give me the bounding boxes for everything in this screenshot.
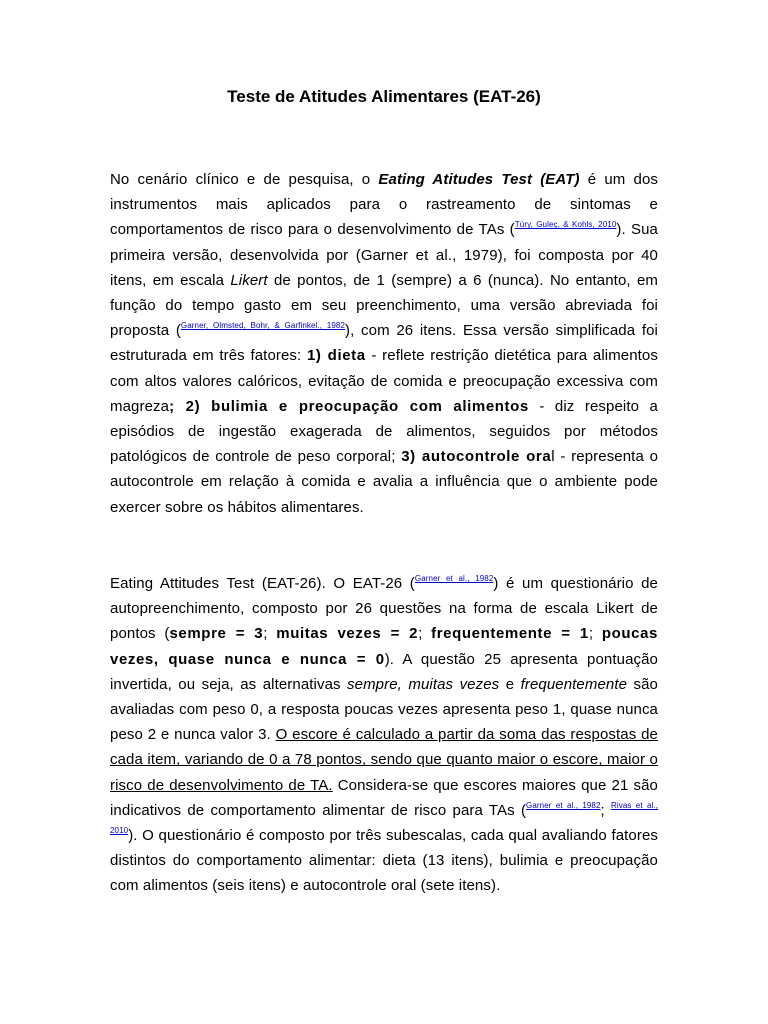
- text-span: Eating Attitudes Test (EAT-26). O EAT-26 (: [110, 575, 415, 592]
- text-span: ;: [600, 801, 612, 819]
- italic-term: frequentemente: [520, 675, 628, 693]
- citation-link[interactable]: Túry, Guleç, & Kohls, 2010: [514, 220, 617, 230]
- text-span: - reflete restrição dietética para alimentos com altos valores calóricos, evitação de comida e preocupação excessiva com magreza: [110, 347, 658, 415]
- text-span: ). O questionário é composto por três subescalas, cada qual avaliando fatores distintos do comportamento alimentar: dieta (13 itens), bulimia e preocupação com alimentos (seis itens) e autocontrole oral (sete itens).: [110, 827, 658, 895]
- citation-link[interactable]: Garner, Olmsted, Bohr, & Garfinkel., 1982: [180, 321, 346, 331]
- text-span: l - representa o autocontrole em relação à comida e avalia a influência que o ambiente pode exercer sobre os hábitos alimentares.: [110, 448, 659, 516]
- eat-term: Eating Atitudes Test (EAT): [378, 171, 580, 188]
- text-span: ) é um questionário de autopreenchimento, composto por 26 questões na forma de escala Likert de pontos (: [110, 575, 659, 643]
- likert-term: Likert: [230, 271, 268, 289]
- italic-term: sempre, muitas vezes: [347, 675, 500, 693]
- paragraph-eat26: [110, 571, 658, 899]
- text-span: ), com 26 itens. Essa versão simplificada foi estruturada em três fatores:: [110, 322, 658, 365]
- text-span: ;: [588, 625, 602, 643]
- factor-dieta: 1) dieta: [306, 347, 366, 365]
- text-span: de pontos, de 1 (sempre) a 6 (nunca). No entanto, em função do tempo gasto em seu preenchimento, uma versão abreviada foi proposta (: [110, 271, 658, 340]
- text-span: No cenário clínico e de pesquisa, o: [110, 171, 379, 188]
- text-span: ;: [418, 625, 432, 643]
- factor-bulimia: ; 2) bulimia e preocupação com alimentos: [169, 397, 529, 415]
- citation-link[interactable]: Garner et al., 1982: [526, 800, 601, 810]
- text-span: são avaliadas com peso 0, a resposta poucas vezes apresenta peso 1, quase nunca peso 2 e nunca valor 3.: [110, 675, 658, 744]
- score-muitas-vezes: muitas vezes = 2: [276, 625, 419, 643]
- factor-autocontrole: 3) autocontrole ora: [401, 448, 552, 466]
- score-frequentemente: frequentemente = 1: [431, 625, 589, 643]
- text-span: ). A questão 25 apresenta pontuação invertida, ou seja, as alternativas: [110, 650, 658, 693]
- underlined-sentence: O escore é calculado a partir da soma das respostas de cada item, variando de 0 a 78 pontos, sendo que quanto maior o escore, maior o risco de desenvolvimento de TA.: [110, 726, 658, 794]
- text-span: ;: [263, 625, 277, 643]
- citation-link[interactable]: Garner et al., 1982: [414, 574, 494, 583]
- text-span: é um dos instrumentos mais aplicados para o rastreamento de sintomas e comportamentos de risco para o desenvolvimento de TAs (: [110, 171, 658, 239]
- text-span: e: [499, 675, 521, 693]
- score-poucas-vezes: poucas vezes, quase nunca e nunca = 0: [110, 625, 658, 668]
- citation-link[interactable]: Rivas et al., 2010: [110, 800, 659, 836]
- score-sempre: sempre = 3: [169, 625, 264, 643]
- text-span: Considera-se que escores maiores que 21 são indicativos de comportamento alimentar de risco para TAs (: [110, 776, 659, 819]
- document-title: Teste de Atitudes Alimentares (EAT-26): [227, 87, 541, 106]
- paragraph-eat-intro: [110, 167, 658, 520]
- text-span: ). Sua primeira versão, desenvolvida por (Garner et al., 1979), foi composta por 40 itens, em escala: [110, 221, 658, 289]
- text-span: - diz respeito a episódios de ingestão exagerada de alimentos, seguidos por métodos patológicos de controle de peso corporal;: [110, 397, 658, 466]
